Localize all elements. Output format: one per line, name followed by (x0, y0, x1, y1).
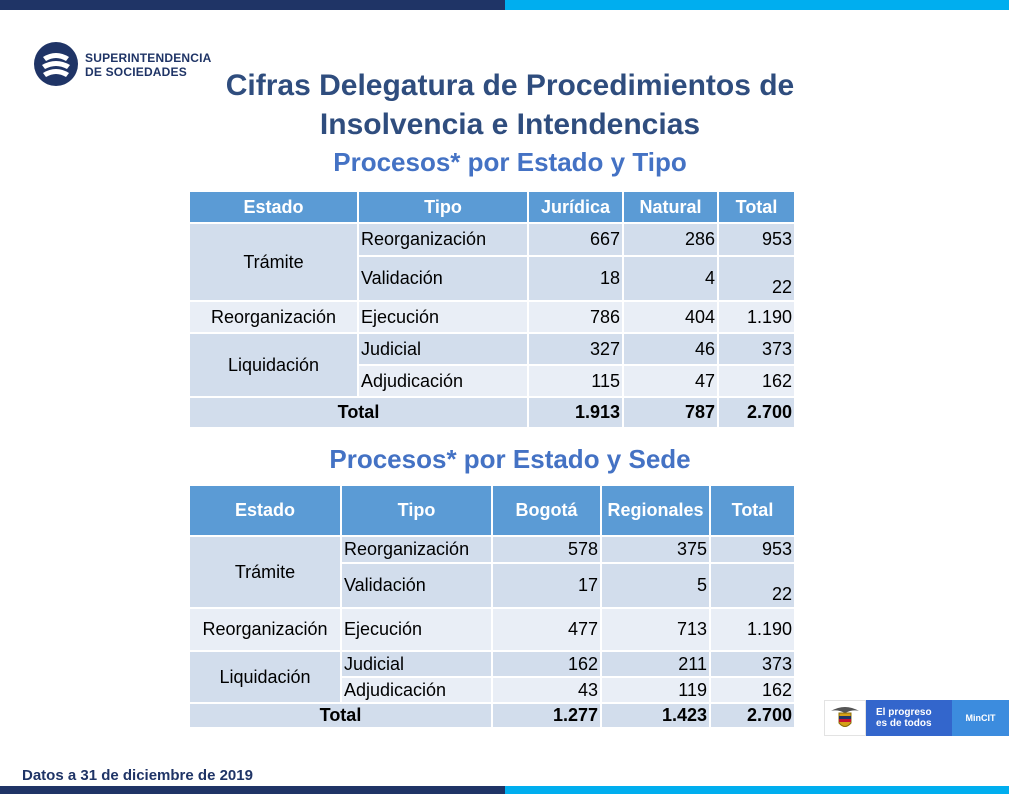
total-cell: 22 (718, 256, 795, 301)
estado-sede-table (188, 484, 796, 729)
value-cell: 327 (528, 333, 623, 365)
value-cell: 404 (623, 301, 718, 333)
total-cell: 373 (710, 651, 795, 677)
total-cell: 1.190 (710, 608, 795, 651)
total-value-cell: 1.913 (528, 397, 623, 428)
table-row (189, 651, 795, 677)
table1-header-natural: Natural (623, 191, 718, 223)
table-row (189, 301, 795, 333)
tipo-cell: Reorganización (358, 223, 528, 256)
total-cell: 953 (710, 536, 795, 563)
total-label: Total (189, 397, 528, 428)
data-date-note: Datos a 31 de diciembre de 2019 (22, 767, 253, 784)
total-value-cell: 787 (623, 397, 718, 428)
value-cell: 477 (492, 608, 601, 651)
grand-total-cell: 2.700 (710, 703, 795, 728)
government-banner (824, 700, 1009, 736)
estado-cell: Liquidación (189, 333, 358, 397)
logo-line-2: DE SOCIEDADES (85, 65, 187, 79)
value-cell: 115 (528, 365, 623, 397)
tipo-cell: Ejecución (358, 301, 528, 333)
mincit-label: MinCIT (952, 700, 1009, 736)
tipo-cell: Ejecución (341, 608, 492, 651)
total-value-cell: 1.277 (492, 703, 601, 728)
estado-tipo-table (188, 190, 796, 429)
top-accent-bar (0, 0, 1009, 10)
table2-subtitle: Procesos* por Estado y Sede (329, 444, 691, 474)
slogan-panel (866, 700, 952, 736)
total-cell: 1.190 (718, 301, 795, 333)
value-cell: 5 (601, 563, 710, 608)
tipo-cell: Judicial (358, 333, 528, 365)
value-cell: 4 (623, 256, 718, 301)
value-cell: 667 (528, 223, 623, 256)
table1-header-row (189, 191, 795, 223)
value-cell: 286 (623, 223, 718, 256)
table-row (189, 223, 795, 256)
estado-cell: Liquidación (189, 651, 341, 703)
value-cell: 162 (492, 651, 601, 677)
table1-subtitle: Procesos* por Estado y Tipo (333, 147, 687, 177)
table2-header-estado: Estado (189, 485, 341, 536)
logo-line-1: SUPERINTENDENCIA (85, 51, 212, 65)
title-line-2: Insolvencia e Intendencias (319, 108, 701, 141)
total-value-cell: 1.423 (601, 703, 710, 728)
value-cell: 17 (492, 563, 601, 608)
tipo-cell: Adjudicación (341, 677, 492, 703)
total-cell: 22 (710, 563, 795, 608)
grand-total-cell: 2.700 (718, 397, 795, 428)
value-cell: 43 (492, 677, 601, 703)
bottom-bar-cyan (505, 786, 1009, 794)
slogan-line-2: es de todos (876, 718, 932, 729)
bottom-accent-bar (0, 786, 1009, 794)
tipo-cell: Validación (341, 563, 492, 608)
logo-emblem-icon (33, 41, 79, 87)
table2-header-total: Total (710, 485, 795, 536)
estado-cell: Trámite (189, 536, 341, 608)
table2-total-row (189, 703, 795, 728)
table1-header-total: Total (718, 191, 795, 223)
value-cell: 211 (601, 651, 710, 677)
tipo-cell: Judicial (341, 651, 492, 677)
estado-cell: Reorganización (189, 301, 358, 333)
estado-cell: Reorganización (189, 608, 341, 651)
table2-header-tipo: Tipo (341, 485, 492, 536)
table2-header-bogota: Bogotá (492, 485, 601, 536)
value-cell: 375 (601, 536, 710, 563)
title-line-1: Cifras Delegatura de Procedimientos de (225, 69, 795, 102)
value-cell: 18 (528, 256, 623, 301)
slogan-line-1: El progreso (876, 707, 932, 718)
estado-cell: Trámite (189, 223, 358, 301)
table-row (189, 333, 795, 365)
total-cell: 162 (718, 365, 795, 397)
table-row (189, 536, 795, 563)
table1-total-row (189, 397, 795, 428)
table2-header-regionales: Regionales (601, 485, 710, 536)
total-cell: 953 (718, 223, 795, 256)
total-cell: 373 (718, 333, 795, 365)
table1-header-juridica: Jurídica (528, 191, 623, 223)
table-row (189, 608, 795, 651)
coat-of-arms-icon (824, 700, 866, 736)
top-bar-cyan (505, 0, 1009, 10)
table2-header-row (189, 485, 795, 536)
value-cell: 578 (492, 536, 601, 563)
table1-header-estado: Estado (189, 191, 358, 223)
tipo-cell: Reorganización (341, 536, 492, 563)
value-cell: 713 (601, 608, 710, 651)
top-bar-navy (0, 0, 505, 10)
bottom-bar-navy (0, 786, 505, 794)
value-cell: 786 (528, 301, 623, 333)
total-cell: 162 (710, 677, 795, 703)
total-label: Total (189, 703, 492, 728)
page-title (160, 66, 860, 144)
value-cell: 47 (623, 365, 718, 397)
value-cell: 119 (601, 677, 710, 703)
tipo-cell: Validación (358, 256, 528, 301)
value-cell: 46 (623, 333, 718, 365)
table1-header-tipo: Tipo (358, 191, 528, 223)
tipo-cell: Adjudicación (358, 365, 528, 397)
